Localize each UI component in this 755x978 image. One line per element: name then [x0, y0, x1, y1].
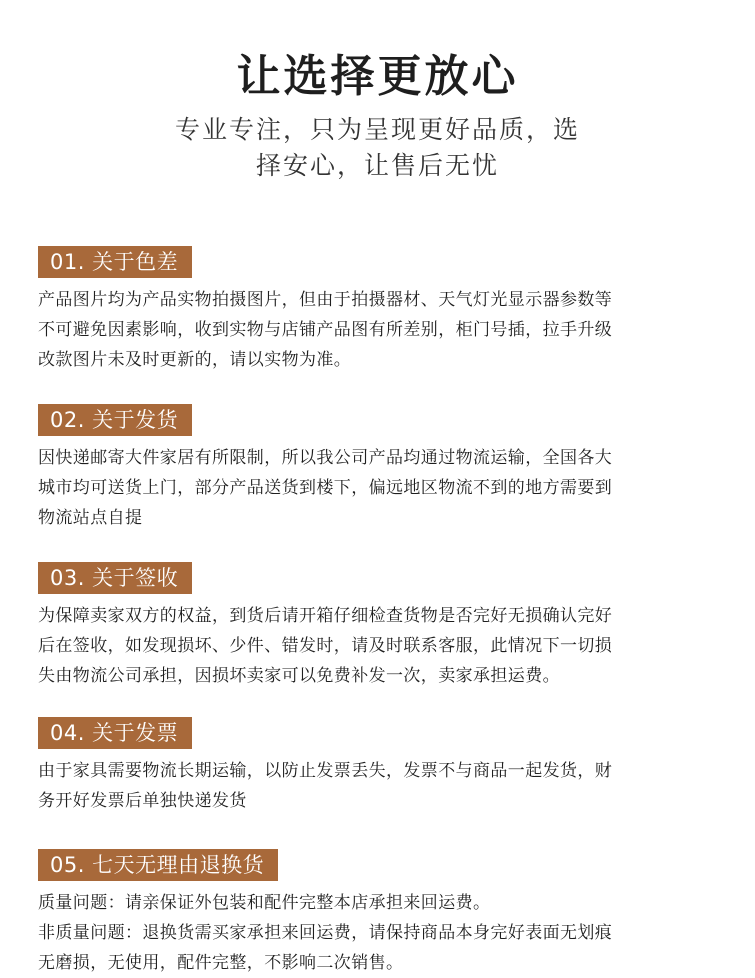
body-line: 质量问题：请亲保证外包装和配件完整本店承担来回运费。: [38, 893, 491, 913]
section-color-difference: [38, 246, 728, 375]
section-body: [38, 756, 728, 816]
section-returns: [38, 849, 728, 978]
section-badge: 03. 关于签收: [38, 562, 192, 594]
body-line: 产品图片均为产品实物拍摄图片，但由于拍摄器材、天气灯光显示器参数等: [38, 290, 613, 310]
body-line: 不可避免因素影响，收到实物与店铺产品图有所差别，柜门号插，拉手升级: [38, 320, 613, 340]
body-line: 务开好发票后单独快递发货: [38, 791, 247, 811]
body-line: 为保障卖家双方的权益，到货后请开箱仔细检查货物是否完好无损确认完好: [38, 606, 613, 626]
subtitle-line: 专业专注，只为呈现更好品质，选: [174, 115, 580, 144]
body-line: 城市均可送货上门，部分产品送货到楼下，偏远地区物流不到的地方需要到: [38, 478, 613, 498]
body-line: 后在签收，如发现损坏、少件、错发时，请及时联系客服，此情况下一切损: [38, 636, 613, 656]
section-shipping: [38, 404, 728, 533]
body-line: 物流站点自提: [38, 508, 143, 528]
section-badge: 02. 关于发货: [38, 404, 192, 436]
body-line: 由于家具需要物流长期运输，以防止发票丢失，发票不与商品一起发货，财: [38, 761, 613, 781]
body-line: 改款图片未及时更新的，请以实物为准。: [38, 350, 352, 370]
section-badge: 04. 关于发票: [38, 717, 192, 749]
page-title: 让选择更放心: [236, 51, 519, 102]
section-invoice: [38, 717, 728, 816]
section-badge: 01. 关于色差: [38, 246, 192, 278]
body-line: 因快递邮寄大件家居有所限制，所以我公司产品均通过物流运输，全国各大: [38, 448, 613, 468]
section-badge: 05. 七天无理由退换货: [38, 849, 278, 881]
subtitle-line: 择安心，让售后无忧: [255, 151, 499, 180]
section-body: [38, 601, 728, 691]
page-subtitle: [140, 112, 615, 184]
body-line: 非质量问题：退换货需买家承担来回运费，请保持商品本身完好表面无划痕: [38, 923, 613, 943]
section-receipt: [38, 562, 728, 691]
body-line: 失由物流公司承担，因损坏卖家可以免费补发一次，卖家承担运费。: [38, 666, 560, 686]
body-line: 无磨损，无使用，配件完整，不影响二次销售。: [38, 953, 404, 973]
section-body: [38, 443, 728, 533]
section-body: [38, 888, 728, 978]
section-body: [38, 285, 728, 375]
